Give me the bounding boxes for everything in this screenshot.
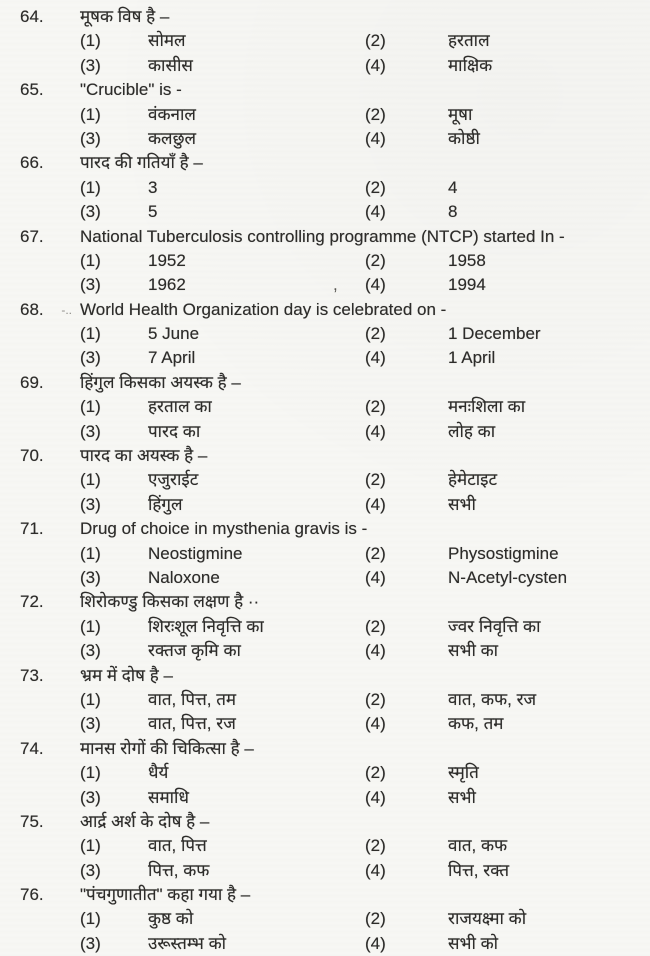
option-4-marker-cell — [365, 420, 448, 444]
question-text: शिरोकण्डु किसका लक्षण है ·· — [80, 592, 260, 612]
question-number-cell — [20, 5, 80, 29]
question-block — [20, 298, 644, 371]
option-3-marker-cell — [80, 639, 148, 663]
option-3-marker-cell — [80, 712, 148, 736]
question-text: भ्रम में दोष है – — [80, 665, 173, 685]
question-number: 66. — [20, 153, 44, 173]
indent-spacer — [20, 761, 80, 785]
option-1-marker: (1) — [80, 909, 101, 929]
options-row-2 — [20, 712, 644, 736]
option-4-marker: (4) — [365, 641, 386, 661]
question-block — [20, 371, 644, 444]
options-row-2 — [20, 493, 644, 517]
scan-artifact-mark: -.. — [61, 302, 72, 317]
option-4-text: 1994 — [448, 275, 486, 295]
option-2-marker: (2) — [365, 177, 386, 197]
option-3-marker-cell — [80, 786, 148, 810]
option-3-text: कलछुल — [148, 128, 197, 148]
option-4-marker: (4) — [365, 55, 386, 75]
options-row-2 — [20, 420, 644, 444]
option-3-marker: (3) — [80, 128, 101, 148]
option-4-marker: (4) — [365, 933, 386, 953]
option-4-text: कोष्ठी — [448, 128, 480, 148]
option-3-marker: (3) — [80, 348, 101, 368]
option-4-text: पित्त, रक्त — [448, 860, 510, 880]
options-row-1 — [20, 834, 644, 858]
option-2-marker-cell — [365, 103, 448, 127]
question-number-cell — [20, 298, 80, 322]
option-2-text: मनःशिला का — [448, 397, 526, 417]
option-2-marker: (2) — [365, 689, 386, 709]
indent-spacer — [20, 346, 80, 370]
option-4-marker-cell — [365, 639, 448, 663]
question-header-row — [20, 664, 644, 688]
indent-spacer — [20, 322, 80, 346]
option-1-text: सोमल — [148, 31, 186, 51]
option-3-marker: (3) — [80, 55, 101, 75]
option-3-text: 5 — [148, 202, 158, 222]
option-3-text: हिंगुल — [148, 494, 183, 514]
question-text: मानस रोगों की चिकित्सा है – — [80, 738, 254, 758]
indent-spacer — [20, 712, 80, 736]
option-1-marker-cell — [80, 395, 148, 419]
option-4-text: सभी — [448, 494, 476, 514]
option-1-text: Neostigmine — [148, 543, 243, 563]
option-2-text: हेमेटाइट — [448, 470, 498, 490]
option-2-marker: (2) — [365, 836, 386, 856]
option-1-text: वात, पित्त — [148, 836, 207, 856]
option-2-text: Physostigmine — [448, 543, 559, 563]
question-number: 75. — [20, 811, 44, 831]
question-block — [20, 810, 644, 883]
option-4-marker-cell — [365, 566, 448, 590]
option-1-marker: (1) — [80, 763, 101, 783]
option-4-text: सभी का — [448, 641, 499, 661]
option-1-text: 1952 — [148, 250, 186, 270]
question-number-cell — [20, 810, 80, 834]
option-1-marker-cell — [80, 176, 148, 200]
option-1-marker: (1) — [80, 543, 101, 563]
option-1-marker-cell — [80, 615, 148, 639]
option-4-marker: (4) — [365, 860, 386, 880]
question-number: 71. — [20, 519, 44, 539]
option-4-marker-cell — [365, 786, 448, 810]
option-2-marker-cell — [365, 395, 448, 419]
option-4-marker: (4) — [365, 494, 386, 514]
option-4-marker: (4) — [365, 348, 386, 368]
options-row-2 — [20, 54, 644, 78]
question-block — [20, 664, 644, 737]
option-1-marker: (1) — [80, 689, 101, 709]
option-1-marker-cell — [80, 542, 148, 566]
option-2-marker-cell — [365, 907, 448, 931]
option-3-marker-cell — [80, 420, 148, 444]
option-3-text: उरूस्तम्भ को — [148, 933, 227, 953]
question-block — [20, 883, 644, 956]
option-1-marker-cell — [80, 103, 148, 127]
option-2-marker: (2) — [365, 909, 386, 929]
option-2-marker: (2) — [365, 324, 386, 344]
option-1-marker: (1) — [80, 104, 101, 124]
question-number-cell — [20, 517, 80, 541]
question-text: National Tuberculosis controlling programme (NTCP) started In - — [80, 226, 565, 246]
question-number-cell — [20, 590, 80, 614]
question-text: World Health Organization day is celebrated on - — [80, 299, 447, 319]
option-4-marker: (4) — [365, 714, 386, 734]
option-3-marker-cell — [80, 859, 148, 883]
indent-spacer — [20, 932, 80, 956]
question-block — [20, 517, 644, 590]
option-1-marker: (1) — [80, 177, 101, 197]
indent-spacer — [20, 688, 80, 712]
option-3-text: कासीस — [148, 55, 193, 75]
option-4-marker: (4) — [365, 128, 386, 148]
option-1-marker: (1) — [80, 324, 101, 344]
option-2-marker-cell — [365, 322, 448, 346]
option-4-text: सभी को — [448, 933, 499, 953]
option-3-marker-cell — [80, 493, 148, 517]
indent-spacer — [20, 273, 80, 297]
option-3-marker: (3) — [80, 494, 101, 514]
indent-spacer — [20, 395, 80, 419]
option-3-text: समाधि — [148, 787, 189, 807]
question-number-cell — [20, 444, 80, 468]
option-1-marker-cell — [80, 761, 148, 785]
question-number: 67. — [20, 226, 44, 246]
question-text: मूषक विष है – — [80, 7, 170, 26]
option-1-text: वात, पित्त, तम — [148, 689, 237, 709]
option-4-marker: (4) — [365, 202, 386, 222]
indent-spacer — [20, 859, 80, 883]
option-1-marker-cell — [80, 834, 148, 858]
option-1-marker: (1) — [80, 616, 101, 636]
option-3-text: Naloxone — [148, 567, 220, 587]
option-3-marker: (3) — [80, 787, 101, 807]
option-3-marker: (3) — [80, 714, 101, 734]
option-2-marker: (2) — [365, 470, 386, 490]
option-2-text: 1 December — [448, 324, 541, 344]
indent-spacer — [20, 468, 80, 492]
option-2-marker-cell — [365, 834, 448, 858]
question-number: 69. — [20, 372, 44, 392]
option-4-marker-cell — [365, 493, 448, 517]
options-row-2 — [20, 346, 644, 370]
question-number-cell — [20, 883, 80, 907]
option-1-text: कुष्ठ को — [148, 909, 194, 929]
options-row-1 — [20, 249, 644, 273]
scan-artifact-mark: , — [333, 275, 338, 295]
option-3-text: पारद का — [148, 421, 201, 441]
option-4-text: 1 April — [448, 348, 496, 368]
question-number: 76. — [20, 885, 44, 905]
options-row-2 — [20, 127, 644, 151]
question-text: हिंगुल किसका अयस्क है – — [80, 372, 241, 392]
option-1-marker: (1) — [80, 31, 101, 51]
option-2-text: मूषा — [448, 104, 473, 124]
options-row-2 — [20, 200, 644, 224]
option-3-marker: (3) — [80, 933, 101, 953]
options-row-2 — [20, 273, 644, 297]
option-1-marker-cell — [80, 468, 148, 492]
option-4-marker-cell — [365, 200, 448, 224]
option-2-marker-cell — [365, 29, 448, 53]
option-2-text: हरताल — [448, 31, 490, 51]
option-3-marker: (3) — [80, 421, 101, 441]
option-3-marker: (3) — [80, 275, 101, 295]
indent-spacer — [20, 103, 80, 127]
question-number: 72. — [20, 592, 44, 612]
option-4-text: N-Acetyl-cysten — [448, 567, 568, 587]
question-block — [20, 590, 644, 663]
indent-spacer — [20, 834, 80, 858]
option-2-marker: (2) — [365, 763, 386, 783]
question-number-cell — [20, 664, 80, 688]
option-2-marker-cell — [365, 688, 448, 712]
option-4-marker: (4) — [365, 421, 386, 441]
question-block — [20, 5, 644, 78]
question-header-row — [20, 225, 644, 249]
options-row-1 — [20, 322, 644, 346]
option-2-marker: (2) — [365, 31, 386, 51]
question-number-cell — [20, 371, 80, 395]
indent-spacer — [20, 542, 80, 566]
option-4-marker: (4) — [365, 787, 386, 807]
indent-spacer — [20, 420, 80, 444]
question-text: आर्द्र अर्श के दोष है – — [80, 811, 210, 831]
option-1-marker-cell — [80, 249, 148, 273]
option-2-text: राजयक्ष्मा को — [448, 909, 527, 929]
question-number: 68. — [20, 299, 44, 319]
question-text: "पंचगुणातीत" कहा गया है – — [80, 885, 251, 905]
option-3-marker-cell — [80, 127, 148, 151]
option-4-marker-cell — [365, 127, 448, 151]
option-3-marker-cell — [80, 273, 148, 297]
options-row-2 — [20, 566, 644, 590]
option-3-marker-cell — [80, 54, 148, 78]
option-1-text: एजुराईट — [148, 470, 199, 490]
option-1-marker-cell — [80, 907, 148, 931]
question-text: पारद की गतियाँ है – — [80, 153, 203, 173]
option-3-text: 7 April — [148, 348, 196, 368]
question-header-row — [20, 298, 644, 322]
option-4-text: 8 — [448, 202, 458, 222]
indent-spacer — [20, 127, 80, 151]
question-number: 64. — [20, 7, 44, 26]
option-4-marker-cell — [365, 54, 448, 78]
question-number-cell — [20, 737, 80, 761]
question-header-row — [20, 151, 644, 175]
indent-spacer — [20, 907, 80, 931]
option-1-marker: (1) — [80, 470, 101, 490]
question-text: Drug of choice in mysthenia gravis is - — [80, 519, 368, 539]
option-2-marker: (2) — [365, 250, 386, 270]
option-1-text: वंकनाल — [148, 104, 196, 124]
options-row-1 — [20, 761, 644, 785]
indent-spacer — [20, 200, 80, 224]
options-row-1 — [20, 103, 644, 127]
indent-spacer — [20, 615, 80, 639]
question-number-cell — [20, 225, 80, 249]
option-1-marker: (1) — [80, 836, 101, 856]
option-4-text: सभी — [448, 787, 476, 807]
question-text: "Crucible" is - — [80, 80, 182, 100]
option-3-marker: (3) — [80, 641, 101, 661]
option-1-text: 5 June — [148, 324, 200, 344]
option-1-text: शिरःशूल निवृत्ति का — [148, 616, 264, 636]
question-header-row — [20, 371, 644, 395]
question-block — [20, 444, 644, 517]
option-2-text: वात, कफ, रज — [448, 689, 537, 709]
indent-spacer — [20, 493, 80, 517]
options-row-1 — [20, 542, 644, 566]
option-2-marker: (2) — [365, 543, 386, 563]
option-3-marker-cell — [80, 346, 148, 370]
indent-spacer — [20, 786, 80, 810]
option-3-text: 1962 — [148, 275, 186, 295]
option-2-marker-cell — [365, 176, 448, 200]
option-3-text: पित्त, कफ — [148, 860, 210, 880]
indent-spacer — [20, 176, 80, 200]
option-2-text: ज्वर निवृत्ति का — [448, 616, 541, 636]
question-block — [20, 151, 644, 224]
option-3-marker: (3) — [80, 860, 101, 880]
option-3-marker-cell — [80, 932, 148, 956]
option-1-text: धैर्य — [148, 763, 169, 783]
question-number: 73. — [20, 665, 44, 685]
option-2-text: 1958 — [448, 250, 486, 270]
question-block — [20, 225, 644, 298]
question-header-row — [20, 444, 644, 468]
option-2-text: स्मृति — [448, 763, 479, 783]
question-header-row — [20, 810, 644, 834]
option-4-marker-cell — [365, 346, 448, 370]
options-row-1 — [20, 907, 644, 931]
option-1-text: 3 — [148, 177, 158, 197]
option-3-text: रक्तज कृमि का — [148, 641, 241, 661]
option-4-marker: (4) — [365, 567, 386, 587]
option-3-marker: (3) — [80, 202, 101, 222]
option-1-marker: (1) — [80, 250, 101, 270]
question-block — [20, 78, 644, 151]
option-4-text: लोह का — [448, 421, 496, 441]
option-1-marker-cell — [80, 688, 148, 712]
options-row-2 — [20, 859, 644, 883]
option-4-marker-cell — [333, 273, 448, 297]
options-row-2 — [20, 932, 644, 956]
question-header-row — [20, 5, 644, 29]
option-4-marker-cell — [365, 932, 448, 956]
option-3-marker-cell — [80, 200, 148, 224]
option-1-marker: (1) — [80, 397, 101, 417]
option-2-marker: (2) — [365, 397, 386, 417]
question-block — [20, 737, 644, 810]
option-2-marker-cell — [365, 468, 448, 492]
option-3-marker-cell — [80, 566, 148, 590]
question-number-cell — [20, 151, 80, 175]
option-2-marker-cell — [365, 542, 448, 566]
question-number: 65. — [20, 80, 44, 100]
options-row-1 — [20, 688, 644, 712]
option-1-text: हरताल का — [148, 397, 212, 417]
option-4-marker-cell — [365, 712, 448, 736]
question-header-row — [20, 737, 644, 761]
question-number-cell — [20, 78, 80, 102]
options-row-1 — [20, 176, 644, 200]
option-4-text: कफ, तम — [448, 714, 504, 734]
question-header-row — [20, 78, 644, 102]
options-row-1 — [20, 468, 644, 492]
option-2-marker-cell — [365, 615, 448, 639]
indent-spacer — [20, 639, 80, 663]
option-2-text: 4 — [448, 177, 458, 197]
options-row-2 — [20, 786, 644, 810]
option-2-marker-cell — [365, 761, 448, 785]
question-number: 74. — [20, 738, 44, 758]
option-2-marker: (2) — [365, 104, 386, 124]
question-header-row — [20, 883, 644, 907]
indent-spacer — [20, 29, 80, 53]
question-header-row — [20, 517, 644, 541]
options-row-1 — [20, 395, 644, 419]
option-1-marker-cell — [80, 322, 148, 346]
indent-spacer — [20, 249, 80, 273]
option-2-text: वात, कफ — [448, 836, 508, 856]
option-1-marker-cell — [80, 29, 148, 53]
option-3-marker: (3) — [80, 567, 101, 587]
question-number: 70. — [20, 446, 44, 466]
option-3-text: वात, पित्त, रज — [148, 714, 236, 734]
options-row-2 — [20, 639, 644, 663]
option-4-text: माक्षिक — [448, 55, 493, 75]
question-text: पारद का अयस्क है – — [80, 446, 208, 466]
option-4-marker-cell — [365, 859, 448, 883]
option-2-marker: (2) — [365, 616, 386, 636]
options-row-1 — [20, 29, 644, 53]
indent-spacer — [20, 566, 80, 590]
indent-spacer — [20, 54, 80, 78]
option-4-marker: (4) — [365, 275, 386, 295]
options-row-1 — [20, 615, 644, 639]
option-2-marker-cell — [365, 249, 448, 273]
question-header-row — [20, 590, 644, 614]
